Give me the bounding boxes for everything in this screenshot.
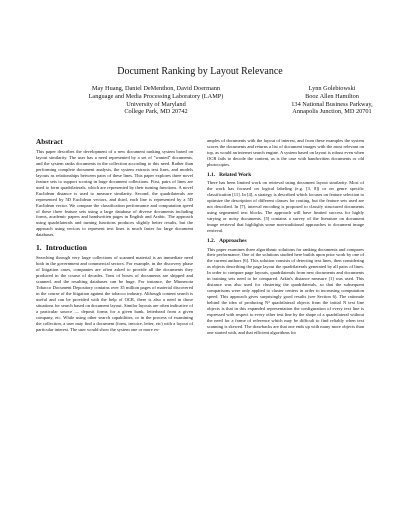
subsection-title: Approaches [219,237,247,244]
authors-right-city: Annapolis Junction, MD 20701 [292,108,372,116]
section-number: 1. [36,243,42,253]
subsection-number: 1.2. [207,237,216,244]
authors-left-names: May Huang, Daniel DeMenthon, David Doermann [91,85,221,92]
abstract-heading: Abstract [36,138,63,146]
section-heading-introduction [36,243,193,252]
introduction-paragraph: Searching through very large collections of scanned material is an immediate need both in the government and commercial sectors. For example, in the discovery phase of litigation cases, companies are often asked to provide all the documents they produced in the course of decades. Tons of boxes of documents are shipped and scanned, and the resulting databases can be huge. For instance, the Minnesota Tobacco Document Depository contains over 35 million pages of material discovered in the course of the litigation against the tobacco industry. Although content search is useful and can be provided with the help of OCR, there is also a need in those situations for search based on document layout. Similar layouts are often indicative of a particular source — deposit forms for a given bank, letterhead from a given company, etc. While using other search capabilities, or in the process of examining the collection, a user may find a document (form, invoice, letter, etc) with a layout of particular interest. The user would show the system one or more ex- [36,255,193,332]
section-title: Introduction [45,243,87,253]
authors-right-name: Lynn Golebiowski [308,85,356,92]
subsection-heading-approaches [207,238,364,245]
subsection-heading-related-work [207,172,364,179]
authors-right-company: Booz Allen Hamilton [305,92,359,100]
authors-left-block [56,85,256,116]
introduction-continued-paragraph: amples of documents with the layout of interest, and from these examples the system scores the documents and returns a list of document images with the most relevant on top, as would an internet search engine. A system based on layout is robust even when OCR fails to decode the content, as is the case with handwritten documents or old photocopies. [207,138,364,167]
right-column [207,138,364,478]
abstract-text: This paper describes the development of a new document ranking system based on layout similarity. The user has a need represented by a set of "wanted" documents, and the system ranks documents in the collection according to this need. Rather than performing complete document analysis, the system extracts text lines, and models layouts as relationships between pairs of these lines. This paper explores three novel feature sets to support scoring in large document collections. First, pairs of lines are used to form quadrilaterals, which are represented by their turning functions. A novel Euclidean distance is used to measure similarity. Second, the quadrilaterals are represented by 5D Euclidean vectors, and third, each line is represented by a 5D Euclidean vector. We compare the classification performance and computation speed of these three feature sets using a large database of diverse documents including forms, academic papers and handwritten pages in English and Arabic. The approach using quadrilaterals and turning functions produces slightly better results, but the approach using vectors to represent text lines is much faster for large document databases. [36,149,193,238]
related-work-paragraph: There has been limited work on retrieval using document layout similarity. Most of the work has focused on logical labeling (e.g. [3, 8]) or on genre specific classification [11]. In [4], a strategy is described which focuses on feature selection to optimize the description of different classes for routing, but the feature sets used are not described. In [7], interval encoding is proposed to classify structured documents using segmented text blocks. The approach will have limited success for highly varying or noisy documents. [5] contains a survey of the literature on document image retrieval that highlights some non-traditional approaches to document image retrieval. [207,180,364,233]
paper-title: Document Ranking by Layout Relevance [117,66,283,77]
subsection-number: 1.1. [207,171,216,178]
authors-left-university: University of Maryland [126,100,186,108]
approaches-paragraph: This paper examines three algorithmic solutions for ranking documents and compares their performance. One of the solutions studied here builds upon prior work by one of the current authors [6]. This solution consists of detecting text lines, then considering as objects describing the page layout the quadrilaterals generated by all pairs of lines. In order to compare page layouts, quadrilaterals from new documents and documents in training sets need to be compared. Arkin's distance measure [1] was used. This distance was also used for clustering the quadrilaterals, so that the subsequent comparisons were only applied to cluster centers in order to increasing computation speed. This approach gives surprisingly good results (see Section 6). The rationale behind the idea of producing N² quadrilateral objects from the initial N text line objects is that in this expanded representation the configuration of every text line is expressed with respect to every other text line by the shape of a quadrilateral without the need for a frame of reference which may be difficult to find reliably when text scanning is skewed. The drawbacks are that one ends up with many more objects than one started with, and that efficient algorithms for [207,246,364,335]
authors-left-lab: Language and Media Processing Laboratory (LAMP) [88,92,224,100]
left-column [36,138,193,478]
authors-right-block [262,85,400,116]
subsection-title: Related Work [219,171,252,178]
authors-left-address: College Park, MD 20742 [124,108,188,116]
authors-right-street: 134 National Business Parkway, [291,100,373,108]
